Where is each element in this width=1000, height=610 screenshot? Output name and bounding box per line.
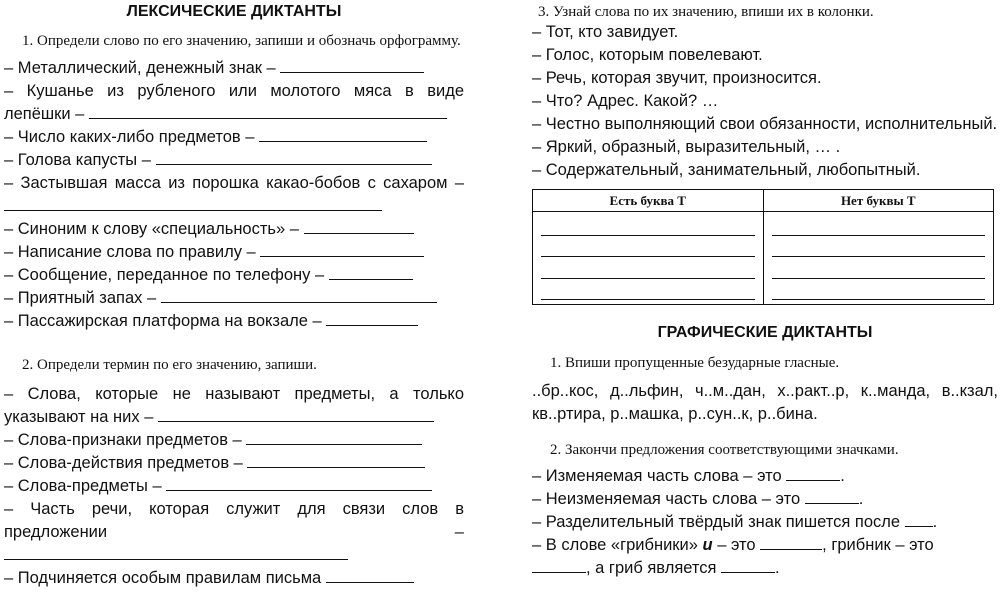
task3-item: – Тот, кто завидует.: [532, 23, 679, 41]
g2-item: – Неизменяемая часть слова – это .: [532, 490, 864, 508]
task2-item: – Слова-признаки предметов –: [4, 429, 464, 452]
task1-item: – Голова капусты –: [4, 149, 464, 172]
task1-item: – Пассажирская платформа на вокзале –: [4, 310, 464, 333]
answer-blank[interactable]: [4, 544, 348, 560]
table-header-with-t: Есть буква Т: [533, 190, 764, 212]
task1-list: [4, 57, 464, 333]
task3-item: – Честно выполняющий свои обязанности, исполнительный.: [532, 115, 998, 133]
write-line[interactable]: [772, 257, 986, 279]
answer-blank[interactable]: [246, 429, 422, 445]
answer-blank[interactable]: [166, 475, 432, 491]
g2-instruction: 2. Закончи предложения соответствующими значками.: [550, 442, 899, 458]
g2-item: , а гриб является .: [532, 557, 998, 580]
answer-blank[interactable]: [161, 287, 437, 303]
task1-instruction: 1. Определи слово по его значению, запиши и обозначь орфограмму.: [22, 33, 461, 49]
write-line[interactable]: [772, 279, 986, 301]
task3-item: – Голос, которым повелевают.: [532, 46, 763, 64]
answer-blank[interactable]: [721, 557, 775, 573]
answer-blank[interactable]: [760, 534, 822, 550]
g2-item: – Изменяемая часть слова – это .: [532, 467, 845, 485]
column-with-t: [533, 212, 764, 305]
answer-blank[interactable]: [156, 149, 432, 165]
task2-item: – Слова-действия предметов –: [4, 452, 464, 475]
answer-blank[interactable]: [247, 452, 425, 468]
answer-blank[interactable]: [280, 57, 424, 73]
lexical-dictation-heading: ЛЕКСИЧЕСКИЕ ДИКТАНТЫ: [126, 3, 342, 20]
left-column: [4, 0, 464, 590]
task3-instruction: 3. Узнай слова по их значению, впиши их в колонки.: [538, 4, 874, 20]
right-column: [532, 0, 998, 580]
task1-item: – Синоним к слову «специальность» –: [4, 218, 464, 241]
word-sort-table: [532, 189, 994, 305]
g2-item: – Разделительный твёрдый знак пишется после .: [532, 513, 938, 531]
write-line[interactable]: [541, 257, 755, 279]
g2-list: [532, 465, 998, 580]
task2-item: – Слова-предметы –: [4, 475, 464, 498]
write-line[interactable]: [541, 279, 755, 301]
task1-item: – Написание слова по правилу –: [4, 241, 464, 264]
task1-item: – Число каких-либо предметов –: [4, 126, 464, 149]
task1-item: – Металлический, денежный знак –: [4, 57, 464, 80]
task1-item: – Кушанье из рубленого или молотого мяса в виде лепёшки –: [4, 82, 464, 123]
answer-blank[interactable]: [260, 241, 424, 257]
task3-list: [532, 21, 998, 182]
answer-blank[interactable]: [532, 557, 586, 573]
answer-blank[interactable]: [4, 195, 382, 211]
write-line[interactable]: [541, 214, 755, 236]
task3-item: – Что? Адрес. Какой? …: [532, 92, 719, 110]
answer-blank[interactable]: [326, 567, 414, 583]
task2-item: – Слова, которые не называют предметы, а только указывают на них –: [4, 385, 464, 426]
answer-blank[interactable]: [259, 126, 427, 142]
answer-blank[interactable]: [905, 511, 933, 527]
answer-blank[interactable]: [89, 103, 447, 119]
write-line[interactable]: [541, 236, 755, 258]
task2-item: – Подчиняется особым правилам письма: [4, 567, 464, 590]
graphic-dictation-heading: ГРАФИЧЕСКИЕ ДИКТАНТЫ: [657, 324, 873, 341]
task2-list: [4, 383, 464, 590]
g1-text: ..бр..кос, д..льфин, ч..м..дан, х..ракт..р, к..манда, в..кзал, кв..ртира, р..машка, р..сун..к, р..бина.: [532, 382, 998, 423]
task1-item: – Сообщение, переданное по телефону –: [4, 264, 464, 287]
answer-blank[interactable]: [805, 488, 859, 504]
answer-blank[interactable]: [326, 310, 418, 326]
task2-instruction: 2. Определи термин по его значению, запиши.: [22, 357, 317, 373]
answer-blank[interactable]: [786, 465, 840, 481]
g1-instruction: 1. Впиши пропущенные безударные гласные.: [550, 355, 840, 371]
write-line[interactable]: [772, 214, 986, 236]
answer-blank[interactable]: [304, 218, 414, 234]
task1-item: – Приятный запах –: [4, 287, 464, 310]
task3-item: – Речь, которая звучит, произносится.: [532, 69, 822, 87]
task1-item: – Застывшая масса из порошка какао-бобов с сахаром –: [4, 172, 464, 218]
task3-item: – Содержательный, занимательный, любопытный.: [532, 161, 921, 179]
answer-blank[interactable]: [329, 264, 413, 280]
column-without-t: [763, 212, 994, 305]
task2-item: – Часть речи, которая служит для связи слов в предложении –: [4, 498, 464, 567]
g2-item: – В слове «грибники» и – это , грибник – это: [532, 536, 934, 554]
table-header-without-t: Нет буквы Т: [763, 190, 994, 212]
task3-item: – Яркий, образный, выразительный, … .: [532, 138, 841, 156]
write-line[interactable]: [772, 236, 986, 258]
answer-blank[interactable]: [158, 406, 434, 422]
